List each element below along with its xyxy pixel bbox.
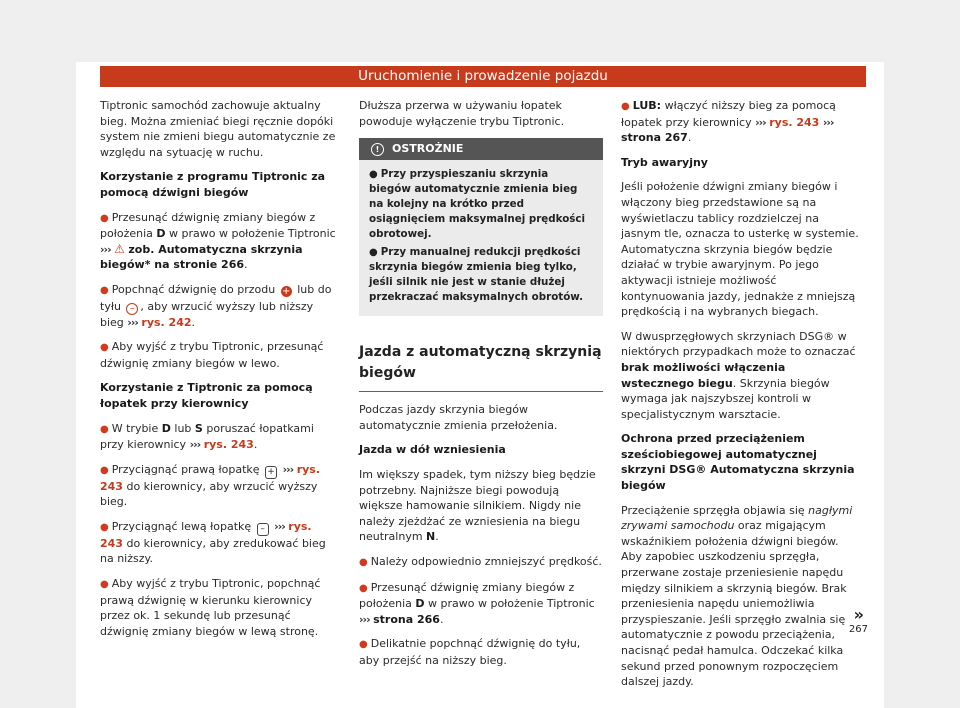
figure-ref-link[interactable]: rys. 242 (141, 315, 192, 329)
column-2 (359, 98, 603, 678)
subheading: Tryb awaryjny (621, 155, 708, 169)
paragraph: Tiptronic samochód zachowuje aktualny bieg. Można zmieniać biegi ręcznie dopóki system nie zmieni biegu automatycznie ze względu na sytuację w ruchu. (100, 99, 336, 159)
caution-item: ● Przy manualnej redukcji prędkości skrzynia biegów zmienia bieg tylko, jeśli silnik nie jest w stanie dłużej przekraczać maksymalnych obrotów. (369, 246, 584, 304)
bullet-dot-icon: ● (100, 521, 109, 533)
paragraph: Przeciążenie sprzęgła objawia się nagłymi zrywami samochodu oraz migającym wskaźnikiem położenia dźwigni biegów. Aby zapobiec uszkodzeniu sprzęgła, przerwane zostaje przeniesienie napędu między silnikiem a skrzynią biegów. Brak przeniesienia napędu uniemożliwia przyspieszanie. Jeśli sprzęgło zwalnia się automatycznie z powodu przeciążenia, nacisnąć pedał hamulca. Odczekać kilka sekund przed ponownym rozpoczęciem dalszej jazdy. (621, 503, 853, 689)
bullet-dot-icon: ● (359, 639, 368, 651)
column-3 (621, 98, 859, 699)
caution-box (359, 138, 603, 316)
continue-arrow-icon: » (853, 605, 864, 624)
list-item: ● LUB: włączyć niższy bieg za pomocą łopatek przy kierownicy ››› rys. 243 ››› strona 267. (621, 99, 836, 145)
info-circle-icon: ! (371, 143, 384, 156)
paddle-minus-key-icon: – (257, 523, 269, 536)
ref-arrows-icon: ››› (282, 462, 294, 476)
list-item: ● Aby wyjść z trybu Tiptronic, przesunąć dźwignię zmiany biegów w lewo. (100, 340, 324, 370)
list-item: ● Delikatnie popchnąć dźwignię do tyłu, aby przejść na niższy bieg. (359, 637, 581, 667)
plus-key-icon: + (282, 285, 291, 297)
bullet-dot-icon: ● (359, 582, 368, 594)
subheading: Ochrona przed przeciążeniem sześciobiegowej automatycznej skrzyni DSG® Automatyczna skrzynia biegów (621, 432, 855, 493)
bullet-dot-icon: ● (100, 212, 109, 224)
figure-ref-link[interactable]: rys. 243 (100, 519, 312, 550)
bullet-dot-icon: ● (100, 284, 109, 296)
cross-reference-link[interactable]: strona 266 (373, 612, 440, 626)
list-item: ● Przesunąć dźwignię zmiany biegów z położenia D w prawo w położenie Tiptronic ››› ⚠ zob. Automatyczna skrzynia biegów* na stronie 266. (100, 210, 336, 272)
list-item: ● Aby wyjść z trybu Tiptronic, popchnąć prawą dźwignię w kierunku kierownicy przez ok. 1 sekundę lub przesunąć dźwignię zmiany biegów w lewą stronę. (100, 577, 321, 638)
warning-triangle-icon: ⚠ (114, 241, 125, 256)
paragraph: Jeśli położenie dźwigni zmiany biegów i włączony bieg przedstawione są na wyświetlaczu tablicy rozdzielczej na jasnym tle, oznacza to usterkę w systemie. Automatyczna skrzynia biegów będzie działać w trybie awaryjnym. Po jego aktywacji istnieje możliwość kontynuowania jazdy, jednakże z mniejszą prędkością i na wybranych biegach. (621, 180, 859, 319)
ref-arrows-icon: ››› (755, 115, 766, 129)
list-item: ● Popchnąć dźwignię do przodu + lub do tyłu – , aby wrzucić wyższy lub niższy bieg ››› rys. 242. (100, 282, 332, 329)
bullet-dot-icon: ● (621, 101, 630, 112)
figure-ref-link[interactable]: rys. 243 (769, 115, 820, 129)
paragraph: Dłuższa przerwa w używaniu łopatek powoduje wyłączenie trybu Tiptronic. (359, 99, 565, 128)
page-number: 267 (848, 624, 868, 635)
list-item: ● W trybie D lub S poruszać łopatkami przy kierownicy ››› rys. 243. (100, 421, 314, 452)
caution-item: ● Przy przyspieszaniu skrzynia biegów automatycznie zmienia bieg na kolejny na krótko przed osiągnięciem maksymalnej prędkości obrotowej. (369, 168, 586, 241)
list-item: ● Przyciągnąć lewą łopatkę – ››› rys. 243 do kierownicy, aby zredukować bieg na niższy. (100, 519, 326, 566)
section-title: Jazda z automatyczną skrzynią biegów (359, 332, 603, 392)
bullet-dot-icon: ● (100, 342, 109, 354)
caution-body (359, 160, 603, 316)
ref-arrows-icon: ››› (822, 115, 834, 129)
paragraph: Im większy spadek, tym niższy bieg będzie potrzebny. Najniższe biegi powodują większe hamowanie silnikiem. Nigdy nie należy zjeżdżać ze wzniesienia na biegu neutralnym N. (359, 467, 596, 544)
column-1 (100, 98, 336, 648)
section-header: Uruchomienie i prowadzenie pojazdu (100, 66, 866, 87)
figure-ref-link[interactable]: rys. 243 (100, 462, 321, 493)
figure-ref-link[interactable]: rys. 243 (203, 438, 254, 452)
list-item: ● Należy odpowiednio zmniejszyć prędkość. (359, 554, 602, 568)
paragraph: Podczas jazdy skrzynia biegów automatycznie zmienia przełożenia. (359, 403, 558, 432)
ref-arrows-icon: ››› (189, 438, 201, 452)
list-item: ● Przesunąć dźwignię zmiany biegów z położenia D w prawo w położenie Tiptronic ››› strona 266. (359, 580, 595, 626)
paddle-plus-key-icon: + (265, 466, 277, 479)
paragraph: W dwusprzęgłowych skrzyniach DSG® w niektórych przypadkach może to oznaczać brak możliwości włączenia wstecznego biegu. Skrzynia biegów wymaga jak najszybszej kontroli w specjalistycznym warsztacie. (621, 329, 856, 421)
manual-page (76, 62, 884, 708)
ref-arrows-icon: ››› (100, 242, 111, 256)
bullet-dot-icon: ● (100, 423, 109, 435)
subheading: Korzystanie z programu Tiptronic za pomocą dźwigni biegów (100, 170, 326, 199)
minus-key-icon: – (126, 303, 138, 315)
bullet-dot-icon: ● (369, 247, 378, 259)
cross-reference-link[interactable]: strona 267 (621, 131, 688, 145)
subheading: Jazda w dół wzniesienia (359, 443, 506, 457)
bullet-dot-icon: ● (359, 556, 368, 568)
cross-reference-link[interactable]: zob. Automatyczna skrzynia biegów* na stronie 266 (100, 242, 303, 272)
ref-arrows-icon: ››› (274, 519, 285, 533)
bullet-dot-icon: ● (100, 464, 109, 476)
bullet-dot-icon: ● (369, 169, 378, 181)
bullet-dot-icon: ● (100, 579, 109, 591)
subheading: Korzystanie z Tiptronic za pomocą łopatek przy kierownicy (100, 381, 313, 410)
ref-arrows-icon: ››› (359, 612, 370, 626)
caution-header: ! OSTROŻNIE (359, 138, 603, 160)
ref-arrows-icon: ››› (127, 315, 138, 329)
list-item: ● Przyciągnąć prawą łopatkę + ››› rys. 243 do kierownicy, aby wrzucić wyższy bieg. (100, 462, 321, 509)
